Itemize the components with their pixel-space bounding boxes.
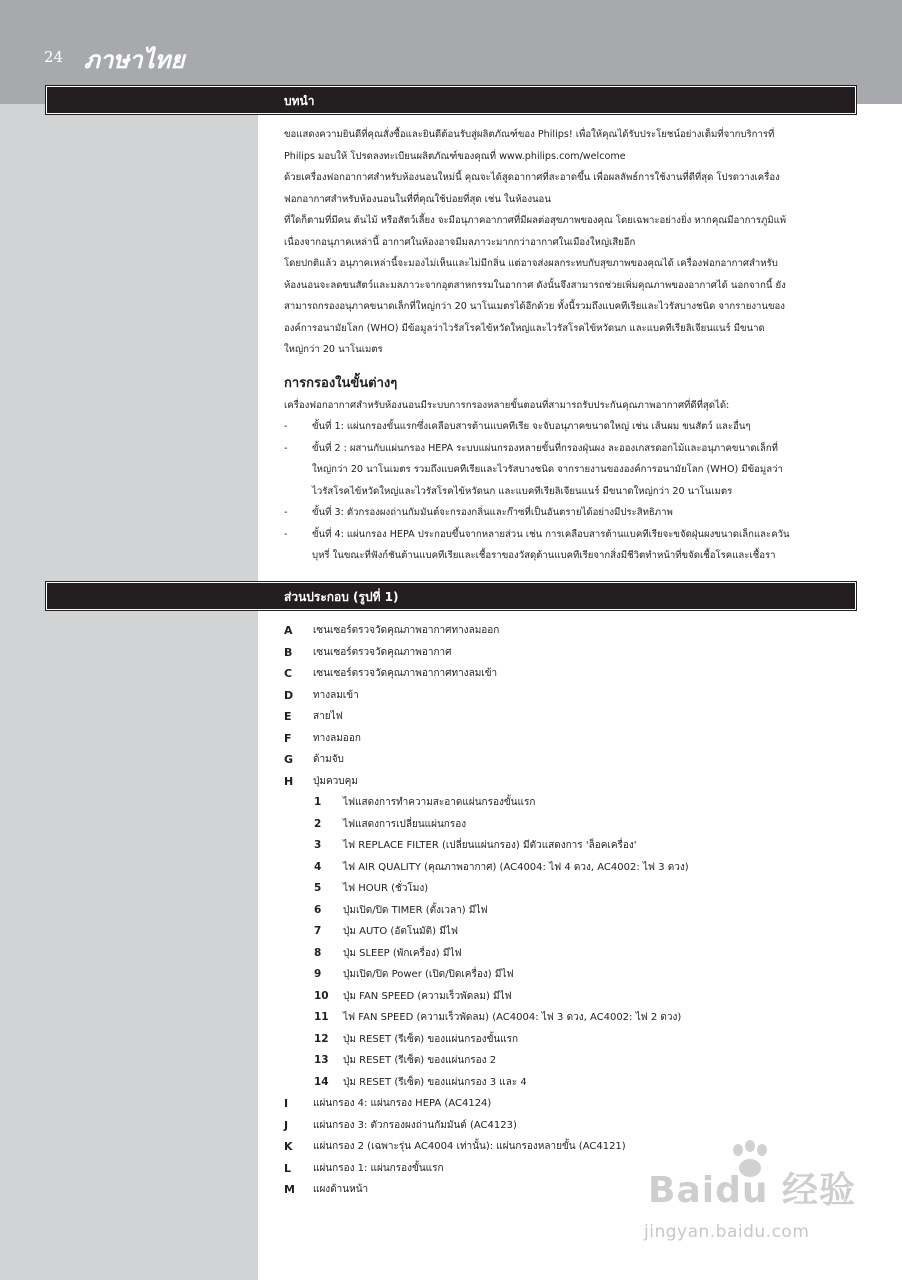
bullet-dash: -	[284, 442, 288, 454]
intro-line: ขอแสดงความยินดีที่คุณสั่งซื้อและยินดีต้อนรับสู่ผลิตภัณฑ์ของ Philips! เพื่อให้คุณได้รับประโยชน์อย่างเต็มที่จากบริการที่	[284, 129, 775, 140]
control-number: 14	[314, 1075, 329, 1088]
stage-line: ขั้นที่ 1: แผ่นกรองขั้นแรกซึ่งเคลือบสารต้านแบคทีเรีย จะจับอนุภาคขนาดใหญ่ เช่น เส้นผม ขนสัตว์ และอื่นๆ	[312, 421, 751, 432]
language-title: ภาษาไทย	[84, 46, 185, 74]
part-text: เซนเซอร์ตรวจวัดคุณภาพอากาศ	[313, 646, 452, 658]
control-text: ปุ่มเปิด/ปิด TIMER (ตั้งเวลา) มีไฟ	[343, 904, 488, 916]
control-item-4	[284, 857, 854, 879]
part-item-i	[284, 1093, 854, 1115]
part-text: แผ่นกรอง 1: แผ่นกรองขั้นแรก	[313, 1162, 444, 1174]
control-number: 1	[314, 796, 322, 808]
part-letter: K	[284, 1140, 293, 1153]
control-item-8	[284, 943, 854, 965]
part-letter: A	[284, 624, 293, 637]
filtration-stage-4	[284, 524, 854, 567]
part-text: ทางลมเข้า	[313, 689, 359, 701]
control-number: 8	[314, 946, 322, 959]
control-number: 9	[314, 968, 322, 980]
stage-line: บุหรี่ ในขณะที่ฟังก์ชันต้านแบคทีเรียและเชื้อราของวัสดุต้านแบคทีเรียจากสิ่งมีชีวิตทำหน้าที่ขจัดเชื้อโรคและเชื้อรา	[312, 550, 776, 561]
control-item-6	[284, 900, 854, 922]
part-item-h	[284, 771, 854, 793]
filtration-stage-1	[284, 416, 854, 438]
control-number: 3	[314, 839, 322, 851]
intro-line: ด้วยเครื่องฟอกอากาศสำหรับห้องนอนใหม่นี้ คุณจะได้สูดอากาศที่สะอาดขึ้น เพื่อผลลัพธ์การใช้งานที่ดีที่สุด โปรดวางเครื่อง	[284, 172, 780, 183]
part-text: ทางลมออก	[313, 732, 361, 744]
intro-line: เนื่องจากอนุภาคเหล่านี้ อากาศในห้องอาจมีมลภาวะมากกว่าอากาศในเมืองใหญ่เสียอีก	[284, 236, 636, 248]
control-item-2	[284, 814, 854, 836]
section-title-introduction: บทนำ	[284, 94, 315, 108]
part-item-f	[284, 728, 854, 750]
part-text: สายไฟ	[313, 711, 343, 722]
control-text: ปุ่ม RESET (รีเซ็ต) ของแผ่นกรองขั้นแรก	[343, 1033, 519, 1045]
control-item-13	[284, 1050, 854, 1072]
control-text: ปุ่มเปิด/ปิด Power (เปิด/ปิดเครื่อง) มีไฟ	[343, 969, 514, 980]
control-number: 13	[314, 1054, 329, 1066]
part-item-e	[284, 706, 854, 728]
parts-list	[284, 620, 854, 1201]
filtration-stage-2	[284, 438, 854, 503]
filtration-heading: การกรองในขั้นต่างๆ	[284, 376, 398, 391]
control-item-11	[284, 1007, 854, 1029]
left-margin-strip	[0, 104, 258, 1280]
control-number: 12	[314, 1032, 329, 1045]
part-letter: F	[284, 731, 292, 745]
bullet-dash: -	[284, 421, 288, 432]
section-bar-parts	[46, 582, 856, 610]
control-text: ไฟ AIR QUALITY (คุณภาพอากาศ) (AC4004: ไฟ 4 ดวง, AC4002: ไฟ 3 ดวง)	[343, 861, 689, 873]
intro-line: ที่ใดก็ตามที่มีคน ต้นไม้ หรือสัตว์เลี้ยง จะมีอนุภาคอากาศที่มีผลต่อสุขภาพของคุณ โดยเฉพาะอย่างยิ่ง หากคุณมีอาการภูมิแพ้	[284, 215, 787, 226]
part-text: แผ่นกรอง 2 (เฉพาะรุ่น AC4004 เท่านั้น): แผ่นกรองหลายขั้น (AC4121)	[313, 1141, 626, 1152]
control-number: 7	[314, 925, 322, 937]
part-letter: G	[284, 753, 294, 766]
control-number: 10	[314, 989, 329, 1002]
part-text: แผงด้านหน้า	[313, 1184, 369, 1195]
part-letter: M	[284, 1183, 295, 1196]
section-title-parts: ส่วนประกอบ (รูปที่ 1)	[284, 590, 399, 604]
control-text: ไฟ HOUR (ชั่วโมง)	[343, 883, 429, 894]
control-number: 6	[314, 903, 322, 916]
filtration-stage-list	[284, 416, 854, 567]
control-number: 5	[314, 882, 322, 894]
part-item-a	[284, 620, 854, 642]
control-item-12	[284, 1029, 854, 1051]
part-letter: L	[284, 1161, 292, 1175]
control-item-7	[284, 921, 854, 943]
part-text: แผ่นกรอง 3: ตัวกรองผงถ่านกัมมันต์ (AC4123)	[313, 1119, 517, 1131]
bullet-dash: -	[284, 528, 288, 540]
stage-line: ไวรัสโรคไข้หวัดใหญ่และไวรัสโรคไข้หวัดนก และแบคทีเรียลิเจียนแนร์ มีขนาดใหญ่กว่า 20 นาโนเมตร	[312, 485, 733, 497]
control-item-10	[284, 986, 854, 1008]
control-text: ไฟ REPLACE FILTER (เปลี่ยนแผ่นกรอง) มีตัวแสดงการ 'ล็อคเครื่อง'	[343, 840, 637, 851]
part-letter: D	[284, 688, 294, 702]
intro-line: ฟอกอากาศสำหรับห้องนอนในที่ที่คุณใช้บ่อยที่สุด เช่น ในห้องนอน	[284, 193, 551, 205]
control-text: ไฟแสดงการทำความสะอาดแผ่นกรองขั้นแรก	[343, 797, 536, 808]
filtration-stage-3	[284, 502, 854, 524]
part-letter: B	[284, 645, 293, 659]
control-item-1	[284, 792, 854, 814]
control-item-14	[284, 1072, 854, 1094]
control-number: 4	[314, 860, 322, 873]
stage-line: ขั้นที่ 2 : ผสานกับแผ่นกรอง HEPA ระบบแผ่นกรองหลายขั้นที่กรองฝุ่นผง ละอองเกสรดอกไม้และอนุภาคขนาดเล็กที่	[312, 442, 778, 454]
control-text: ปุ่ม FAN SPEED (ความเร็วพัดลม) มีไฟ	[343, 990, 512, 1002]
part-item-j	[284, 1115, 854, 1137]
control-number: 11	[314, 1011, 329, 1023]
part-item-g	[284, 749, 854, 771]
control-text: ปุ่ม RESET (รีเซ็ต) ของแผ่นกรอง 2	[343, 1055, 497, 1066]
part-item-b	[284, 642, 854, 664]
part-text: ปุ่มควบคุม	[313, 775, 358, 787]
control-text: ไฟ FAN SPEED (ความเร็วพัดลม) (AC4004: ไฟ 3 ดวง, AC4002: ไฟ 2 ดวง)	[343, 1012, 682, 1023]
control-text: ปุ่ม SLEEP (พักเครื่อง) มีไฟ	[343, 947, 462, 959]
watermark-url: jingyan.baidu.com	[644, 1222, 810, 1242]
control-text: ปุ่ม AUTO (อัตโนมัติ) มีไฟ	[343, 926, 458, 937]
part-text: เซนเซอร์ตรวจวัดคุณภาพอากาศทางลมออก	[313, 625, 500, 636]
control-number: 2	[314, 817, 322, 830]
part-text: แผ่นกรอง 4: แผ่นกรอง HEPA (AC4124)	[313, 1098, 492, 1109]
control-text: ปุ่ม RESET (รีเซ็ต) ของแผ่นกรอง 3 และ 4	[343, 1076, 527, 1088]
filtration-intro: เครื่องฟอกอากาศสำหรับห้องนอนมีระบบการกรองหลายขั้นตอนที่สามารถรับประกันคุณภาพอากาศที่ดีที่สุดได้:	[284, 400, 730, 411]
control-item-3	[284, 835, 854, 857]
intro-line: สามารถกรองอนุภาคขนาดเล็กที่ใหญ่กว่า 20 นาโนเมตรได้อีกด้วย ทั้งนี้รวมถึงแบคทีเรียและไวรัสบางชนิด จากรายงานของ	[284, 301, 785, 312]
part-letter: E	[284, 710, 292, 723]
intro-line: ห้องนอนจะลดขนสัตว์และมลภาวะจากอุตสาหกรรมในอากาศ ดังนั้นจึงสามารถช่วยเพิ่มคุณภาพของอากาศได้ นอกจากนี้ ยัง	[284, 279, 786, 291]
stage-line: ขั้นที่ 3: ตัวกรองผงถ่านกัมมันต์จะกรองกลิ่นและก๊าซที่เป็นอันตรายได้อย่างมีประสิทธิภาพ	[312, 507, 673, 518]
part-letter: J	[284, 1118, 289, 1132]
stage-line: ขั้นที่ 4: แผ่นกรอง HEPA ประกอบขึ้นจากหลายส่วน เช่น การเคลือบสารต้านแบคทีเรียจะขจัดฝุ่นผงขนาดเล็กและควัน	[312, 528, 790, 540]
bullet-dash: -	[284, 507, 288, 518]
part-text: เซนเซอร์ตรวจวัดคุณภาพอากาศทางลมเข้า	[313, 668, 498, 679]
section-bar-introduction	[46, 86, 856, 114]
page-number: 24	[44, 48, 64, 66]
part-letter: I	[284, 1097, 289, 1110]
control-item-9	[284, 964, 854, 986]
baidu-jingyan-watermark	[640, 1140, 860, 1270]
intro-line: ใหญ่กว่า 20 นาโนเมตร	[284, 344, 383, 355]
stage-line: ใหญ่กว่า 20 นาโนเมตร รวมถึงแบคทีเรียและไวรัสบางชนิด จากรายงานขององค์การอนามัยโลก (WHO) มีข้อมูลว่า	[312, 464, 783, 475]
control-item-5	[284, 878, 854, 900]
part-letter: H	[284, 774, 294, 788]
part-text: ด้ามจับ	[313, 754, 344, 765]
intro-line: โดยปกติแล้ว อนุภาคเหล่านี้จะมองไม่เห็นและไม่มีกลิ่น แต่อาจส่งผลกระทบกับสุขภาพของคุณได้ เครื่องฟอกอากาศสำหรับ	[284, 258, 778, 269]
part-item-c	[284, 663, 854, 685]
part-item-d	[284, 685, 854, 707]
intro-line: องค์การอนามัยโลก (WHO) มีข้อมูลว่าไวรัสโรคไข้หวัดใหญ่และไวรัสโรคไข้หวัดนก และแบคทีเรียลิเจียนแนร์ มีขนาด	[284, 322, 765, 334]
watermark-logo: Baidu 经验	[648, 1170, 857, 1211]
control-text: ไฟแสดงการเปลี่ยนแผ่นกรอง	[343, 818, 467, 830]
part-letter: C	[284, 667, 293, 680]
intro-line: Philips มอบให้ โปรดลงทะเบียนผลิตภัณฑ์ของคุณที่ www.philips.com/welcome	[284, 150, 626, 162]
introduction-body	[284, 124, 854, 361]
